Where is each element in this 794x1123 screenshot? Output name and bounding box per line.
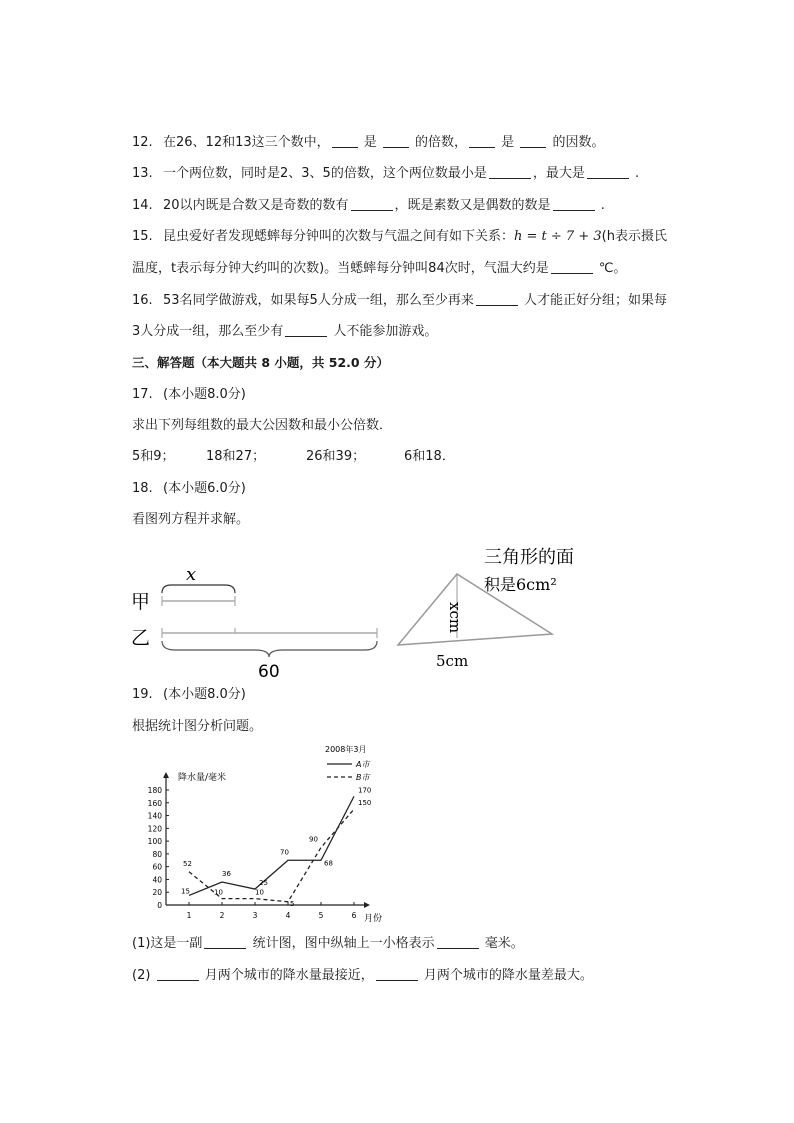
q17-instruction: 求出下列每组数的最大公因数和最小公倍数． — [132, 418, 393, 433]
q12-text-2: 是 — [359, 135, 381, 150]
q12-text-5: 的因数。 — [548, 135, 605, 150]
question-15-line-2 — [132, 260, 626, 278]
q12-text-3: 的倍数， — [410, 135, 468, 150]
q12-text-4: 是 — [497, 135, 519, 150]
q17-group-4: 6和18． — [404, 449, 455, 464]
q14-text-3: . — [600, 198, 605, 213]
q19-sub1-text-1: (1)这是一副 — [132, 936, 203, 951]
data-label: 5 — [290, 899, 295, 908]
data-label: 36 — [222, 870, 231, 878]
y-axis-arrow — [163, 772, 169, 778]
question-16-line-1 — [132, 292, 667, 310]
triangle-caption-2: 积是6cm² — [484, 575, 557, 594]
q15-text-1: 昆虫爱好者发现蟋蟀每分钟叫的次数与气温之间有如下关系： — [163, 229, 515, 244]
q15-text-3: 温度，t表示每分钟大约叫的次数)。当蟋蟀每分钟叫84次时，气温大约是 — [132, 261, 549, 276]
answer-blank[interactable] — [489, 166, 531, 179]
q16-text-1: 53名同学做游戏，如果每5人分成一组，那么至少再来 — [163, 293, 474, 308]
x-tick-label: 2 — [219, 911, 225, 920]
q16-text-3: 3人分成一组，那么至少有 — [132, 324, 284, 339]
legend-label-b: B市 — [356, 773, 370, 782]
answer-blank[interactable] — [285, 324, 327, 337]
answer-blank[interactable] — [157, 968, 199, 981]
question-number: 17. — [132, 387, 153, 402]
height-label: xcm — [446, 602, 464, 634]
question-number: 12. — [132, 135, 153, 150]
q17-group-2: 18和27； — [206, 449, 266, 464]
question-14 — [132, 197, 605, 215]
q19-sub-2 — [132, 967, 593, 985]
y-tick-label: 40 — [152, 875, 162, 885]
x-tick-label: 3 — [252, 911, 258, 920]
answer-blank[interactable] — [520, 135, 546, 148]
x-tick-label: 6 — [351, 911, 357, 920]
question-score: (本小题6.0分) — [163, 481, 246, 496]
triangle-diagram — [390, 538, 620, 678]
q19-sub2-text-3: 月两个城市的降水量差最大。 — [423, 968, 593, 983]
data-label: 68 — [324, 859, 333, 868]
answer-blank[interactable] — [351, 198, 393, 211]
y-axis-title: 降水量/毫米 — [178, 773, 227, 783]
question-number: 13. — [132, 166, 153, 181]
q15-text-4: ℃。 — [598, 261, 627, 276]
y-tick-label: 0 — [157, 901, 162, 910]
q19-sub1-text-2: 统计图，图中纵轴上一小格表示 — [252, 936, 435, 951]
x-tick-label: 4 — [285, 911, 291, 920]
legend-label-a: A市 — [356, 760, 370, 769]
q17-group-1: 5和9； — [132, 449, 175, 464]
q16-text-4: 人不能参加游戏。 — [333, 324, 438, 339]
chart-marks — [181, 786, 371, 907]
base-label: 5cm — [436, 652, 469, 670]
brace-right — [185, 585, 235, 593]
q17-groups — [132, 448, 455, 466]
yi-label: 乙 — [131, 627, 151, 649]
x-axis-arrow — [364, 902, 370, 908]
question-number: 18. — [132, 481, 153, 496]
question-score: (本小题8.0分) — [163, 687, 246, 702]
answer-blank[interactable] — [476, 293, 518, 306]
question-13 — [132, 165, 639, 183]
question-17-header — [132, 386, 246, 404]
q19-sub-1 — [132, 935, 524, 953]
y-tick-label: 60 — [152, 862, 162, 872]
answer-blank[interactable] — [332, 135, 358, 148]
y-tick-label: 120 — [147, 824, 162, 834]
q19-instruction: 根据统计图分析问题。 — [132, 719, 263, 734]
chart-axes — [148, 772, 370, 920]
q13-text-2: ，最大是 — [532, 166, 585, 181]
q19-sub2-text-1: (2) — [132, 968, 151, 983]
x-axis-title: 月份 — [364, 914, 383, 924]
answer-blank[interactable] — [376, 968, 418, 981]
answer-blank[interactable] — [553, 198, 595, 211]
q19-sub1-text-3: 毫米。 — [484, 936, 524, 951]
precipitation-line-chart — [120, 740, 400, 925]
segment-diagram — [125, 555, 395, 685]
question-number: 15. — [132, 229, 153, 244]
bottom-brace — [162, 641, 377, 657]
q18-instruction: 看图列方程并求解。 — [132, 512, 250, 527]
question-18-header — [132, 480, 246, 498]
data-label: 15 — [181, 887, 190, 896]
question-score: (本小题8.0分) — [163, 387, 246, 402]
x-tick-label: 1 — [186, 911, 192, 920]
data-label: 10 — [255, 888, 264, 897]
data-label: 90 — [309, 835, 318, 844]
data-label: 25 — [259, 879, 268, 888]
x-tick-label: 5 — [318, 911, 324, 920]
q12-text-1: 在26、12和13这三个数中， — [163, 135, 330, 150]
triangle-caption-1: 三角形的面 — [484, 547, 574, 568]
total-label: 60 — [258, 662, 280, 682]
section-heading: 三、解答题（本大题共 8 小题，共 52.0 分） — [132, 355, 389, 370]
answer-blank[interactable] — [551, 261, 593, 274]
question-19-header — [132, 686, 246, 704]
data-label: 10 — [214, 888, 223, 897]
chart-title: 2008年3月 — [325, 745, 367, 754]
data-label: 70 — [280, 848, 289, 857]
question-15-line-1 — [132, 228, 667, 246]
q19-sub2-text-2: 月两个城市的降水量最接近， — [204, 968, 374, 983]
y-tick-label: 160 — [147, 798, 162, 808]
data-label: 170 — [358, 786, 372, 795]
jia-label: 甲 — [131, 591, 151, 613]
question-number: 19. — [132, 687, 153, 702]
data-label: 52 — [183, 859, 192, 868]
x-label: x — [186, 564, 197, 585]
q15-formula: h = t ÷ 7 + 3 — [514, 229, 602, 244]
y-tick-label: 100 — [147, 837, 162, 847]
q17-group-3: 26和39； — [306, 449, 366, 464]
answer-blank[interactable] — [437, 936, 479, 949]
answer-blank[interactable] — [383, 135, 409, 148]
answer-blank[interactable] — [469, 135, 495, 148]
y-tick-label: 80 — [152, 849, 162, 859]
y-tick-label: 20 — [152, 888, 162, 898]
q14-text-1: 20以内既是合数又是奇数的数有 — [163, 198, 349, 213]
data-label: 150 — [358, 799, 372, 808]
brace-left — [162, 585, 185, 593]
y-tick-label: 180 — [147, 786, 162, 795]
answer-blank[interactable] — [204, 936, 246, 949]
q15-text-2: (h表示摄氏 — [601, 229, 667, 244]
answer-blank[interactable] — [587, 166, 629, 179]
y-tick-label: 140 — [147, 811, 162, 821]
q14-text-2: ，既是素数又是偶数的数是 — [394, 198, 551, 213]
series-line-a — [189, 796, 354, 895]
q13-text-3: . — [634, 166, 640, 181]
q13-text-1: 一个两位数，同时是2、3、5的倍数，这个两位数最小是 — [163, 166, 487, 181]
question-number: 16. — [132, 293, 153, 308]
question-12 — [132, 134, 604, 152]
question-16-line-2 — [132, 323, 437, 341]
question-number: 14. — [132, 198, 153, 213]
q16-text-2: 人才能正好分组；如果每 — [523, 293, 667, 308]
